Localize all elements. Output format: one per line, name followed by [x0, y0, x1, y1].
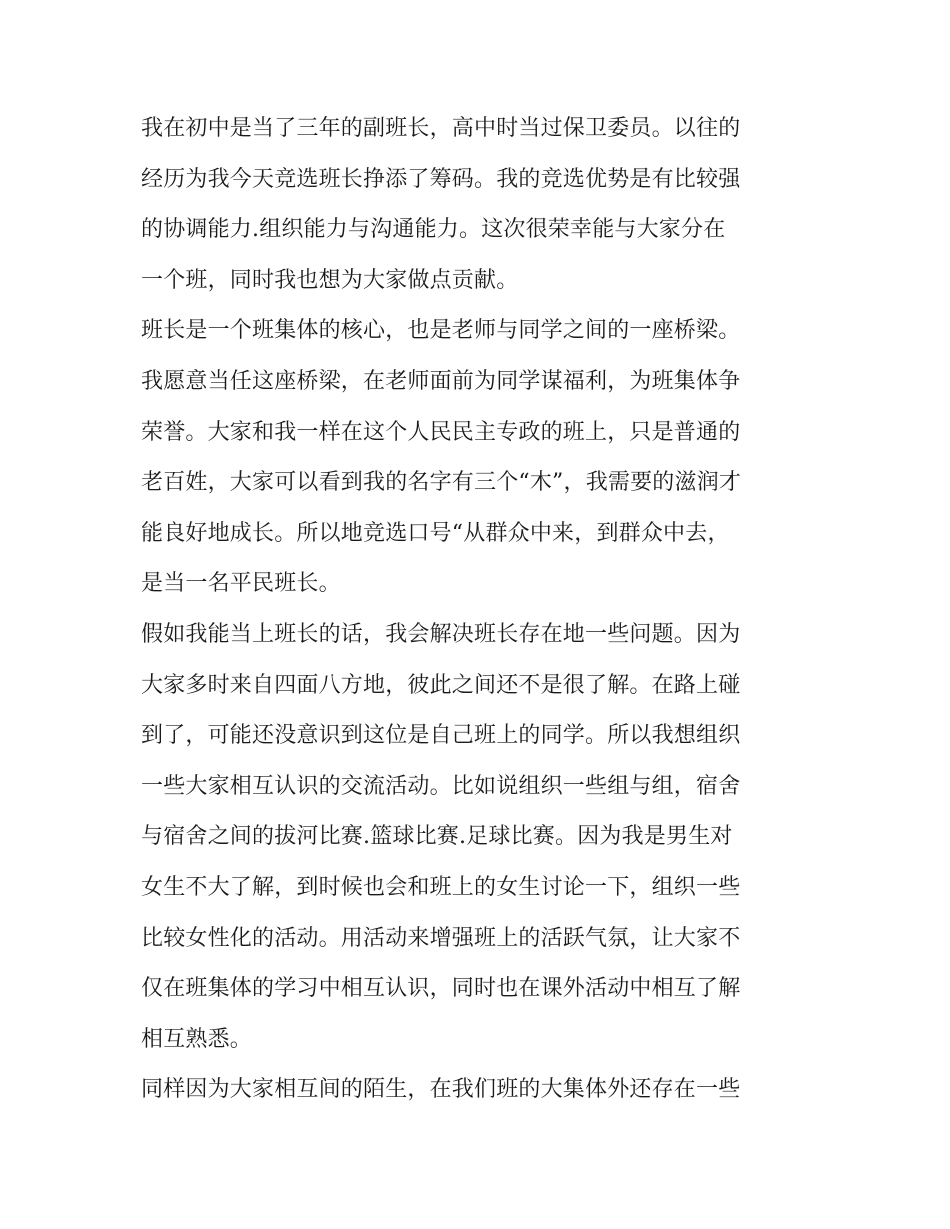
- text-line: 我在初中是当了三年的副班长，高中时当过保卫委员。以往的: [141, 116, 741, 141]
- document-body: [141, 104, 821, 1116]
- paragraph-4: [141, 1065, 821, 1116]
- text-line: 的协调能力.组织能力与沟通能力。这次很荣幸能与大家分在: [141, 217, 726, 243]
- text-line: 比较女性化的活动。用活动来增强班上的活跃气氛，让大家不: [141, 925, 741, 951]
- text-line: 我愿意当任这座桥梁，在老师面前为同学谋福利，为班集体争: [141, 368, 741, 394]
- text-line: 是当一名平民班长。: [141, 571, 341, 597]
- text-line: 班长是一个班集体的核心，也是老师与同学之间的一座桥梁。: [141, 318, 741, 344]
- text-line: 能良好地成长。所以地竞选口号“从群众中来，到群众中去，: [141, 520, 730, 546]
- text-line: 一些大家相互认识的交流活动。比如说组织一些组与组，宿舍: [141, 773, 741, 799]
- text-line: 经历为我今天竞选班长挣添了筹码。我的竞选优势是有比较强: [141, 166, 741, 192]
- text-line: 相互熟悉。: [141, 1026, 253, 1052]
- text-line: 与宿舍之间的拔河比赛.篮球比赛.足球比赛。因为我是男生对: [141, 824, 733, 850]
- text-line: 大家多时来自四面八方地，彼此之间还不是很了解。在路上碰: [141, 672, 741, 698]
- text-line: 荣誉。大家和我一样在这个人民民主专政的班上，只是普通的: [141, 419, 741, 445]
- text-line: 仅在班集体的学习中相互认识，同时也在课外活动中相互了解: [141, 976, 741, 1002]
- text-line: 一个班，同时我也想为大家做点贡献。: [141, 267, 519, 293]
- text-line: 女生不大了解，到时候也会和班上的女生讨论一下，组织一些: [141, 874, 741, 900]
- text-line: 假如我能当上班长的话，我会解决班长存在地一些问题。因为: [141, 621, 741, 647]
- paragraph-3: [141, 610, 821, 1065]
- paragraph-1: [141, 104, 821, 306]
- text-line: 同样因为大家相互间的陌生，在我们班的大集体外还存在一些: [141, 1077, 741, 1103]
- text-line: 到了，可能还没意识到这位是自己班上的同学。所以我想组织: [141, 723, 741, 749]
- text-line: 老百姓，大家可以看到我的名字有三个“木”，我需要的滋润才: [141, 470, 742, 496]
- paragraph-2: [141, 306, 821, 610]
